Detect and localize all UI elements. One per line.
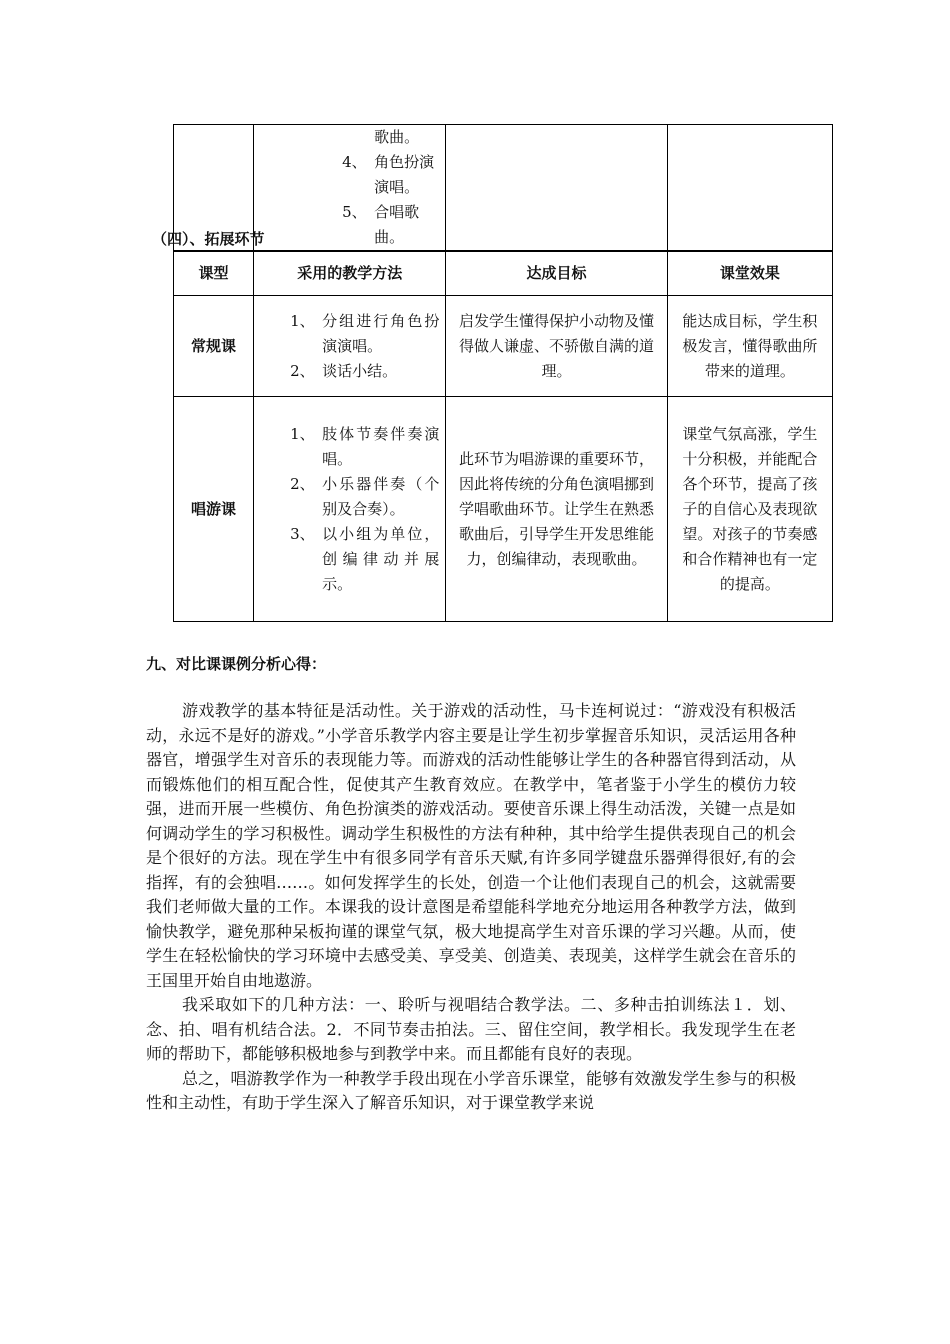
continued-line: 歌曲。 xyxy=(374,128,420,146)
list-number: 5、 xyxy=(342,203,367,221)
header-methods: 采用的教学方法 xyxy=(254,252,446,296)
section-heading-nine: 九、对比课课例分析心得： xyxy=(146,655,327,673)
paragraph: 总之，唱游教学作为一种教学手段出现在小学音乐课堂，能够有效激发学生参与的积极性和主动性，有助于学生深入了解音乐知识，对于课堂教学来说 xyxy=(146,1068,796,1112)
header-effect: 课堂效果 xyxy=(667,252,832,296)
effect-cell-regular: 能达成目标，学生积极发言，懂得歌曲所带来的道理。 xyxy=(667,296,832,397)
list-number: 1、 xyxy=(290,311,315,330)
header-goal: 达成目标 xyxy=(446,252,667,296)
continued-table xyxy=(173,124,833,251)
goal-cell-singing-game: 此环节为唱游课的重要环节，因此将传统的分角色演唱挪到学唱歌曲环节。让学生在熟悉歌曲后，引导学生开发思维能力，创编律动，表现歌曲。 xyxy=(446,397,667,622)
list-text: 合唱歌曲。 xyxy=(374,203,420,246)
row-type-singing-game: 唱游课 xyxy=(174,397,254,622)
effect-cell-singing-game: 课堂气氛高涨，学生十分积极，并能配合各个环节，提高了孩子的自信心及表现欲望。对孩子的节奏感和合作精神也有一定的提高。 xyxy=(667,397,832,622)
continued-goal-cell xyxy=(446,125,667,251)
analysis-body xyxy=(146,699,796,1116)
methods-cell-singing-game xyxy=(254,397,446,622)
extension-table xyxy=(173,251,833,622)
list-number: 3、 xyxy=(290,524,315,543)
paragraph: 我采取如下的几种方法：一、聆听与视唱结合教学法。二、多种击拍训练法１．划、念、拍、唱有机结合法。2．不同节奏击拍法。三、留住空间，教学相长。我发现学生在老师的帮助下，都能够积极地参与到教学中来。而且都能有良好的表现。 xyxy=(146,995,796,1063)
section-title: （四）、拓展环节 xyxy=(152,230,265,248)
list-number: 1、 xyxy=(290,424,315,443)
list-text: 肢体节奏伴奏演唱。 xyxy=(322,424,440,468)
list-text: 分组进行角色扮演演唱。 xyxy=(322,311,440,355)
goal-cell-regular: 启发学生懂得保护小动物及懂得做人谦虚、不骄傲自满的道理。 xyxy=(446,296,667,397)
list-number: 4、 xyxy=(342,153,367,171)
list-text: 小乐器伴奏（个别及合奏）。 xyxy=(322,474,440,518)
row-type-regular: 常规课 xyxy=(174,296,254,397)
list-number: 2、 xyxy=(290,474,315,493)
list-number: 2、 xyxy=(290,361,315,380)
continued-methods-cell xyxy=(254,125,446,251)
list-text: 谈话小结。 xyxy=(322,361,398,380)
paragraph: 游戏教学的基本特征是活动性。关于游戏的活动性，马卡连柯说过：“游戏没有积极活动，永远不是好的游戏。”小学音乐教学内容主要是让学生初步掌握音乐知识，灵活运用各种器官，增强学生对音乐的表现能力等。而游戏的活动性能够让学生的各种器官得到活动，从而锻炼他们的相互配合性，促使其产生教育效应。在教学中，笔者鉴于小学生的模仿力较强，进而开展一些模仿、角色扮演类的游戏活动。要使音乐课上得生动活泼，关键一点是如何调动学生的学习积极性。调动学生积极性的方法有种种，其中给学生提供表现自己的机会是个很好的方法。现在学生中有很多同学有音乐天赋,有许多同学键盘乐器弹得很好,有的会指挥，有的会独唱……。如何发挥学生的长处，创造一个让他们表现自己的机会，这就需要我们老师做大量的工作。本课我的设计意图是希望能科学地充分地运用各种教学方法，做到愉快教学，避免那种呆板拘谨的课堂气氛，极大地提高学生对音乐课的学习兴趣。从而，使学生在轻松愉快的学习环境中去感受美、享受美、创造美、表现美，这样学生就会在音乐的王国里开始自由地遨游。 xyxy=(146,701,796,990)
list-text: 角色扮演演唱。 xyxy=(374,153,435,196)
continued-effect-cell xyxy=(667,125,832,251)
list-text: 以小组为单位，创编律动并展示。 xyxy=(322,524,440,593)
header-type: 课型 xyxy=(174,252,254,296)
methods-cell-regular xyxy=(254,296,446,397)
